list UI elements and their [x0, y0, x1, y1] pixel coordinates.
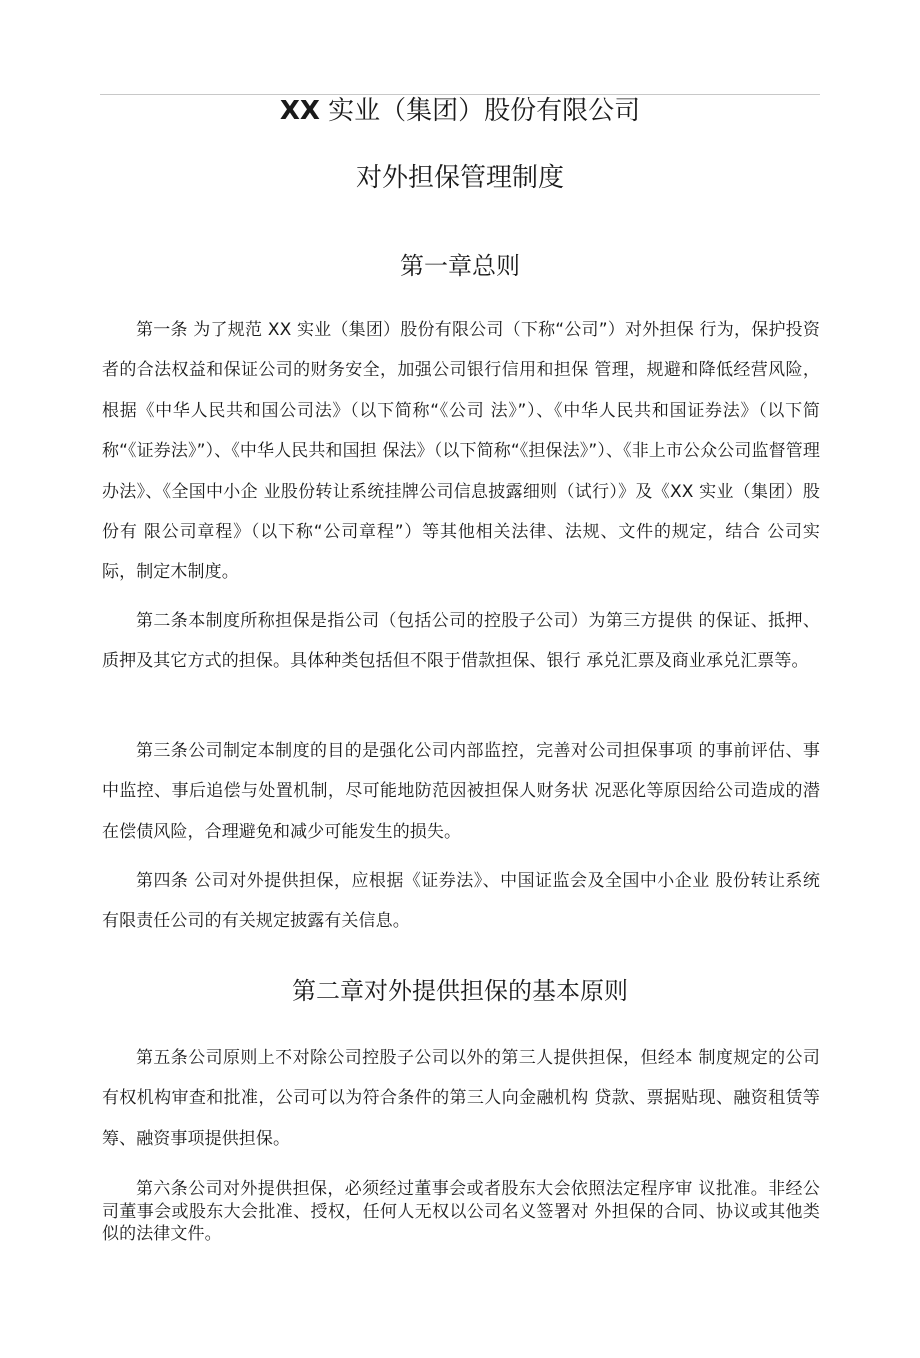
company-prefix: XX: [279, 96, 320, 126]
article-4: 第四条 公司对外提供担保，应根据《证券法》、中国证监会及全国中小企业 股份转让系统有限责任公司的有关规定披露有关信息。: [102, 871, 820, 932]
article-6: 第六条公司对外提供担保，必须经过董事会或者股东大会依照法定程序审 议批准。非经公司董事会或股东大会批准、授权，任何人无权以公司名义签署对 外担保的合同、协议或其他类似的法律文件。: [102, 1179, 820, 1244]
chapter-1-title: 第一章总则: [400, 252, 520, 280]
article-1: 第一条 为了规范 XX 实业（集团）股份有限公司（下称“公司”）对外担保 行为，保护投资者的合法权益和保证公司的财务安全，加强公司银行信用和担保 管理，规避和降低经营风险，根据《中华人民共和国公司法》（以下简称“《公司 法》”）、《中华人民共和国证券法》（以下简称“《证券法》”）、《中华人民共和国担 保法》（以下简称“《担保法》”）、《非上市公众公司监督管理办法》、《全国中小企 业股份转让系统挂牌公司信息披露细则（试行）》及《XX 实业（集团）股份有 限公司章程》（以下称“公司章程”）等其他相关法律、法规、文件的规定，结合 公司实际，制定木制度。: [102, 320, 820, 583]
document-title: 对外担保管理制度: [355, 163, 564, 193]
article-3: 第三条公司制定本制度的目的是强化公司内部监控，完善对公司担保事项 的事前评估、事中监控、事后追偿与处置机制，尽可能地防范因被担保人财务状 况恶化等原因给公司造成的潜在偿债风险，合理避免和减少可能发生的损失。: [102, 741, 820, 842]
article-5: 第五条公司原则上不对除公司控股子公司以外的第三人提供担保，但经本 制度规定的公司有权机构审查和批准，公司可以为符合条件的第三人向金融机构 贷款、票据贴现、融资租赁等筹、融资事项提供担保。: [102, 1048, 820, 1149]
company-name-rest: 实业（集团）股份有限公司: [328, 96, 641, 126]
article-2: 第二条本制度所称担保是指公司（包括公司的控股子公司）为第三方提供 的保证、抵押、质押及其它方式的担保。具体种类包括但不限于借款担保、银行 承兑汇票及商业承兑汇票等。: [102, 611, 820, 672]
company-name: [0, 94, 920, 128]
chapter-2-title: 第二章对外提供担保的基本原则: [292, 977, 628, 1005]
